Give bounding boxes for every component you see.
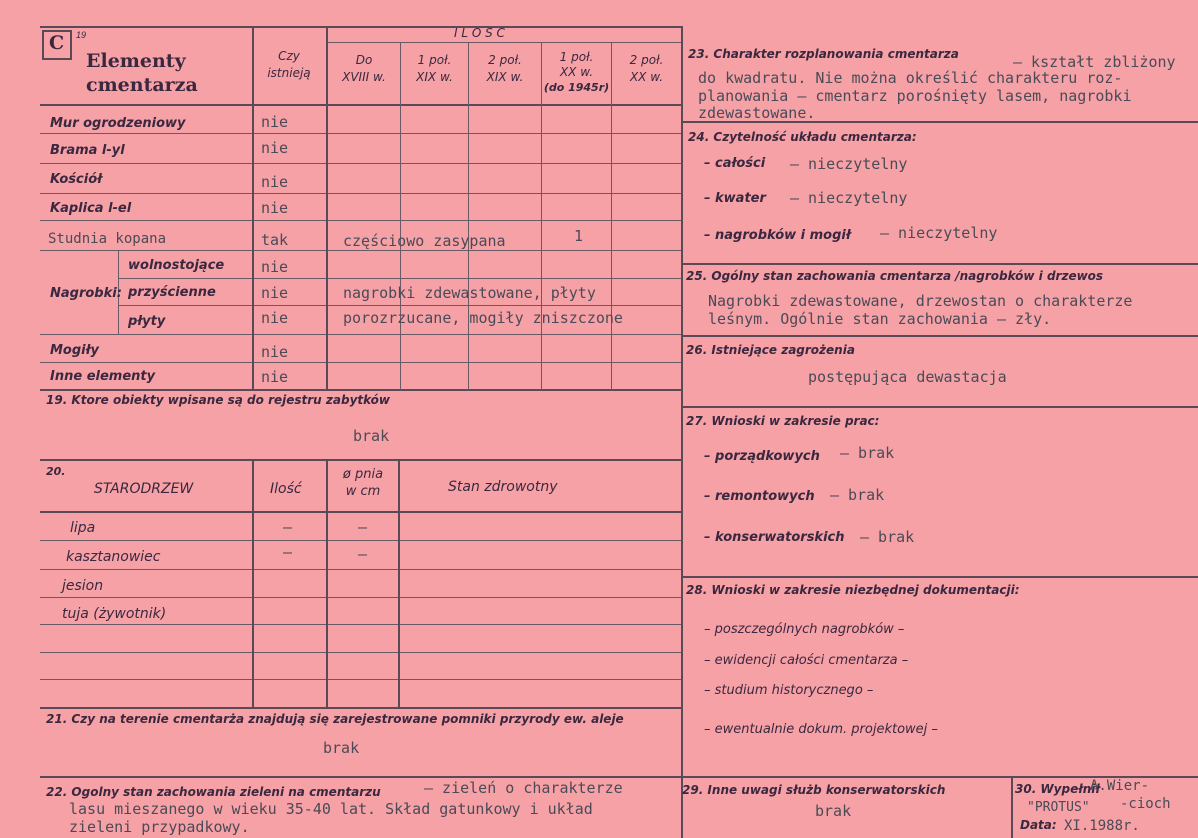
s30-date-label: Data: <box>1020 818 1057 832</box>
corner-letter: C <box>49 32 65 54</box>
nagrobki-row-label: wolnostojące <box>128 258 225 273</box>
s26-title: 26. Istniejące zagrożenia <box>686 343 855 357</box>
s20-col-name: STARODRZEW <box>94 481 194 497</box>
s28-title: 28. Wnioski w zakresie niezbędnej dokumentacji: <box>686 583 1020 597</box>
nagrobki-row-note: nagrobki zdewastowane, płyty <box>343 284 596 302</box>
s19-answer: brak <box>353 427 390 445</box>
s28-row: – poszczególnych nagrobków – <box>704 622 905 637</box>
s20-num: 20. <box>46 465 66 478</box>
element-exists: nie <box>261 173 289 191</box>
s21-answer: brak <box>323 739 360 757</box>
element-exists: nie <box>261 113 289 131</box>
s23-answer-3: planowania – cmentarz porośnięty lasem, nagrobki <box>698 87 1132 105</box>
s24-row-label: – nagrobków i mogił <box>704 228 851 243</box>
s26-answer: postępująca dewastacja <box>808 368 1007 386</box>
s28-row: – ewentualnie dokum. projektowej – <box>704 722 938 737</box>
s27-title: 27. Wnioski w zakresie prac: <box>686 414 880 428</box>
nagrobki-row-exists: nie <box>261 284 289 302</box>
element-note: częściowo zasypana <box>343 232 506 250</box>
s23-answer-4: zdewastowane. <box>698 104 816 122</box>
s24-row-label: – całości <box>704 156 766 171</box>
tree-name: lipa <box>70 520 96 536</box>
s24-row-label: – kwater <box>704 191 766 206</box>
mogily-label: Mogiły <box>50 343 99 358</box>
s22-title: 22. Ogolny stan zachowania zieleni na cmentarzu <box>46 785 381 799</box>
s22-answer-3: zieleni przypadkowy. <box>69 818 250 836</box>
nagrobki-row-exists: nie <box>261 258 289 276</box>
s22-answer-2: lasu mieszanego w wieku 35-40 lat. Skład gatunkowy i układ <box>69 800 593 818</box>
s24-row-value: – nieczytelny <box>790 189 908 207</box>
element-exists: tak <box>261 231 289 249</box>
col-ilosc-header: I L O S C <box>454 26 505 40</box>
element-label: Kościół <box>50 172 102 187</box>
ilosc-col-0: Do XVIII w. <box>342 53 386 84</box>
s19-title: 19. Ktore obiekty wpisane są do rejestru zabytków <box>46 393 391 407</box>
element-exists: nie <box>261 139 289 157</box>
inne-label: Inne elementy <box>50 369 156 384</box>
ilosc-col-1: 1 poł. XIX w. <box>416 53 453 84</box>
s30-org: "PROTUS" <box>1027 800 1090 815</box>
s25-answer-2: leśnym. Ogólnie stan zachowania – zły. <box>708 310 1052 328</box>
tree-diam: – <box>358 518 368 536</box>
element-exists: nie <box>261 199 289 217</box>
tree-name: kasztanowiec <box>66 549 161 565</box>
element-label: Studnia kopana <box>48 231 167 247</box>
nagrobki-row-label: przyścienne <box>128 285 216 300</box>
s30-name-1: A.Wier- <box>1090 778 1150 794</box>
tree-diam: – <box>358 545 368 563</box>
tree-name: tuja (żywotnik) <box>62 606 167 622</box>
nagrobki-label: Nagrobki: <box>50 286 122 301</box>
s25-title: 25. Ogólny stan zachowania cmentarza /nagrobków i drzewos <box>686 269 1104 283</box>
mogily-exists: nie <box>261 343 289 361</box>
element-label: Brama l-yl <box>50 143 125 158</box>
nagrobki-row-label: płyty <box>128 314 166 329</box>
s23-title: 23. Charakter rozplanowania cmentarza <box>688 47 959 61</box>
inne-exists: nie <box>261 368 289 386</box>
s20-col-diam: ø pnia w cm <box>342 467 384 499</box>
corner-number: 19 <box>76 30 87 40</box>
s27-row-label: – porządkowych <box>704 449 820 464</box>
s30-name-2: -cioch <box>1120 796 1171 812</box>
s27-row-value: – brak <box>840 444 895 462</box>
s30-date: XI.1988r. <box>1064 818 1140 834</box>
s20-col-health: Stan zdrowotny <box>448 479 558 495</box>
ilosc-col-2: 2 poł. XIX w. <box>486 53 524 84</box>
s28-row: – ewidencji całości cmentarza – <box>704 653 909 668</box>
tree-name: jesion <box>62 578 104 594</box>
ilosc-col-4: 2 poł. XX w. <box>629 53 664 84</box>
s20-col-qty: Ilość <box>270 481 302 497</box>
s25-answer-1: Nagrobki zdewastowane, drzewostan o charakterze <box>708 292 1133 310</box>
s29-answer: brak <box>815 802 852 820</box>
s29-title: 29. Inne uwagi służb konserwatorskich <box>682 783 946 797</box>
s27-row-value: – brak <box>860 528 915 546</box>
element-count: 1 <box>574 227 584 245</box>
s28-row: – studium historycznego – <box>704 683 874 698</box>
tree-qty: – <box>283 543 293 561</box>
col-exists-header: Czy istnieją <box>267 49 311 80</box>
s27-row-label: – remontowych <box>704 489 815 504</box>
s23-answer-2: do kwadratu. Nie można określić charakteru roz- <box>698 69 1123 87</box>
s24-title: 24. Czytelność układu cmentarza: <box>688 130 917 144</box>
s30-title: 30. Wypełnił <box>1015 782 1100 796</box>
ilosc-col-3: 1 poł. XX w. (do 1945r) <box>543 50 610 94</box>
tree-qty: – <box>283 518 293 536</box>
element-label: Mur ogrodzeniowy <box>50 116 186 131</box>
s22-answer-1: – zieleń o charakterze <box>424 779 623 797</box>
s27-row-label: – konserwatorskich <box>704 530 845 545</box>
s23-answer-1: – kształt zbliżony <box>1013 53 1176 71</box>
s27-row-value: – brak <box>830 486 885 504</box>
element-label: Kaplica l-el <box>50 201 132 216</box>
s24-row-value: – nieczytelny <box>880 224 998 242</box>
s24-row-value: – nieczytelny <box>790 155 908 173</box>
section-title-line1: Elementy <box>86 50 186 72</box>
s21-title: 21. Czy na terenie cmentarża znajdują się zarejestrowane pomniki przyrody ew. aleje <box>46 712 624 726</box>
section-title-line2: cmentarza <box>86 74 198 96</box>
nagrobki-row-exists: nie <box>261 309 289 327</box>
nagrobki-row-note: porozrzucane, mogiły zniszczone <box>343 309 623 327</box>
